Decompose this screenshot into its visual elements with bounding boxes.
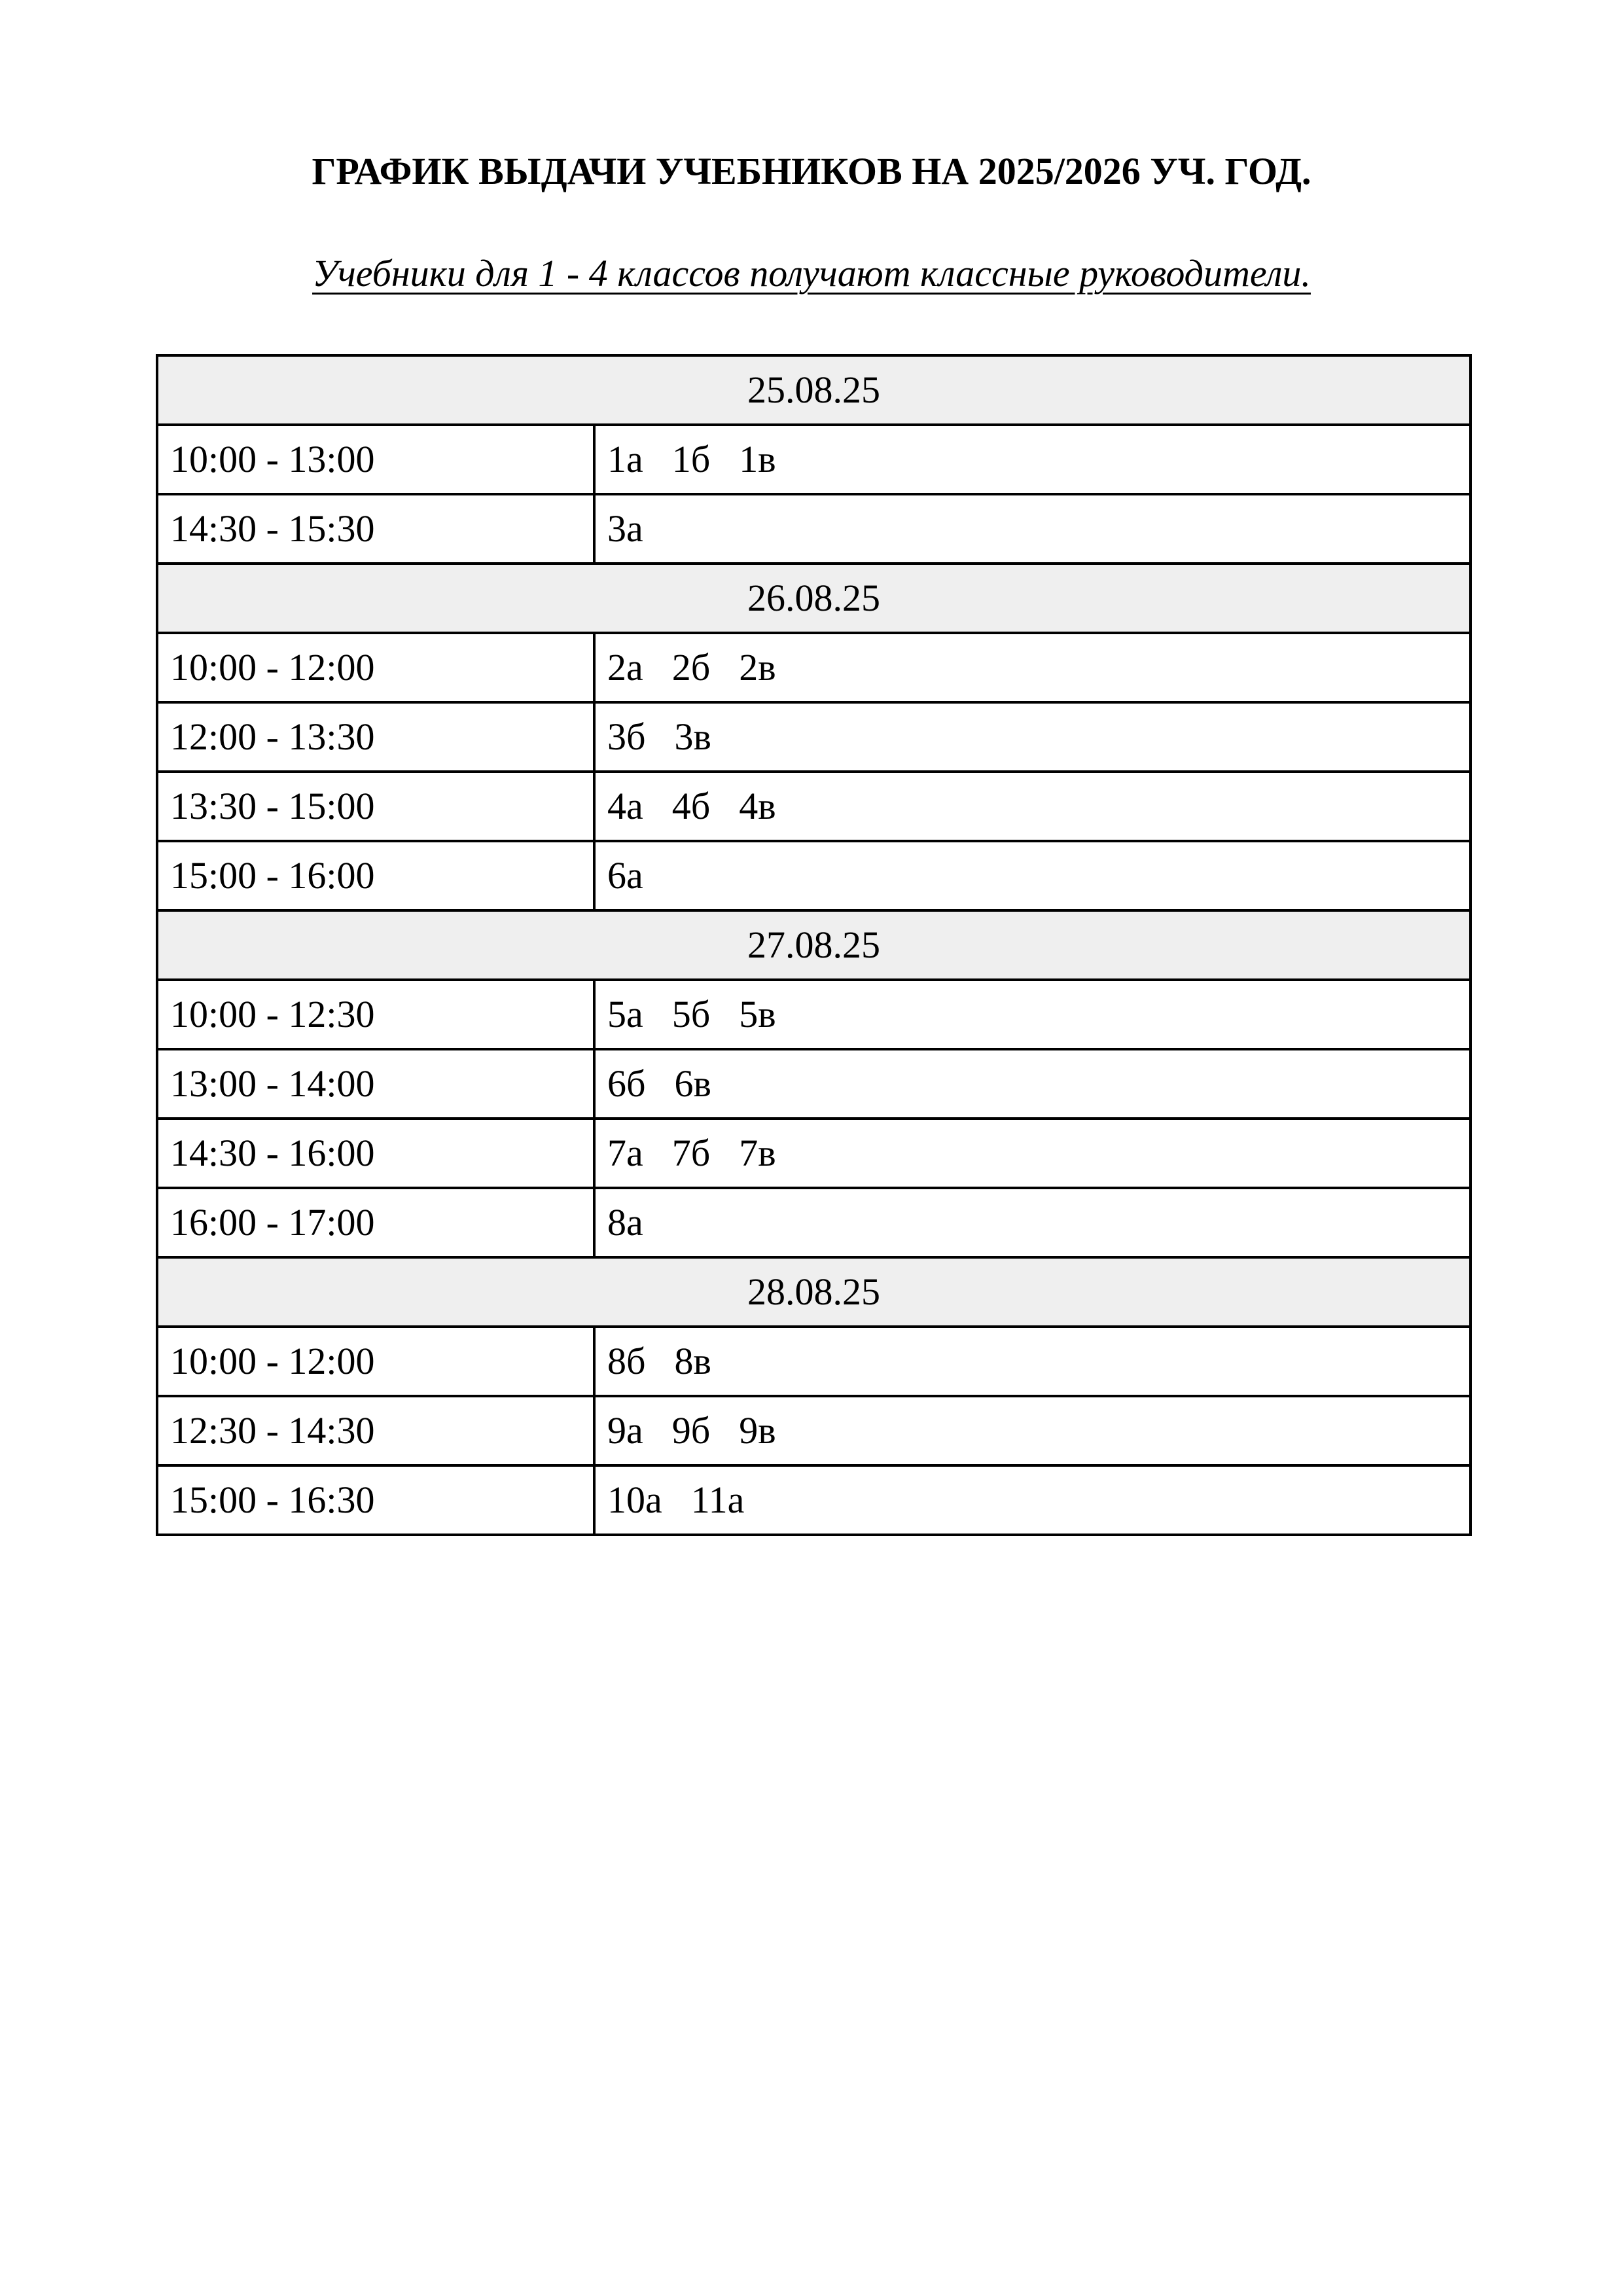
time-slot-row <box>157 494 1471 564</box>
date-cell: 25.08.25 <box>157 355 1471 425</box>
time-slot-row <box>157 633 1471 702</box>
time-cell: 10:00 - 12:30 <box>157 980 594 1049</box>
page-title: ГРАФИК ВЫДАЧИ УЧЕБНИКОВ НА 2025/2026 УЧ. ГОД. <box>312 150 1311 192</box>
time-slot-row <box>157 1327 1471 1396</box>
class-label: 5а <box>607 993 643 1035</box>
class-label: 1б <box>671 438 711 480</box>
time-cell: 12:00 - 13:30 <box>157 702 594 772</box>
class-label: 1в <box>739 438 776 480</box>
class-label: 7а <box>607 1132 643 1174</box>
page-subtitle: Учебники для 1 - 4 классов получают классные руководители. <box>312 252 1311 295</box>
date-row <box>157 355 1471 425</box>
classes-cell <box>594 772 1471 841</box>
classes-cell <box>594 1188 1471 1257</box>
time-cell: 14:30 - 15:30 <box>157 494 594 564</box>
schedule-table-body <box>157 355 1471 1535</box>
class-label: 3б <box>607 715 646 758</box>
classes-cell <box>594 1396 1471 1465</box>
time-slot-row <box>157 772 1471 841</box>
class-label: 2б <box>671 646 711 689</box>
class-label: 9в <box>739 1409 776 1452</box>
class-label: 4а <box>607 785 643 827</box>
time-slot-row <box>157 1049 1471 1119</box>
class-label: 9а <box>607 1409 643 1452</box>
classes-cell <box>594 1049 1471 1119</box>
classes-cell <box>594 841 1471 910</box>
classes-cell <box>594 980 1471 1049</box>
classes-cell <box>594 425 1471 494</box>
class-label: 4б <box>671 785 711 827</box>
class-label: 10а <box>607 1479 662 1521</box>
time-cell: 12:30 - 14:30 <box>157 1396 594 1465</box>
classes-cell <box>594 494 1471 564</box>
class-label: 2а <box>607 646 643 689</box>
time-cell: 15:00 - 16:00 <box>157 841 594 910</box>
class-label: 7в <box>739 1132 776 1174</box>
date-row <box>157 564 1471 633</box>
class-label: 4в <box>739 785 776 827</box>
time-slot-row <box>157 1465 1471 1535</box>
class-label: 6б <box>607 1062 646 1105</box>
classes-cell <box>594 1119 1471 1188</box>
classes-cell <box>594 1327 1471 1396</box>
time-cell: 13:00 - 14:00 <box>157 1049 594 1119</box>
time-slot-row <box>157 702 1471 772</box>
class-label: 9б <box>671 1409 711 1452</box>
time-cell: 10:00 - 12:00 <box>157 1327 594 1396</box>
class-label: 8б <box>607 1340 646 1382</box>
date-row <box>157 1257 1471 1327</box>
time-slot-row <box>157 1188 1471 1257</box>
class-label: 8а <box>607 1201 643 1244</box>
class-label: 8в <box>674 1340 711 1382</box>
time-cell: 13:30 - 15:00 <box>157 772 594 841</box>
time-slot-row <box>157 1396 1471 1465</box>
date-cell: 27.08.25 <box>157 910 1471 980</box>
class-label: 2в <box>739 646 776 689</box>
class-label: 6в <box>674 1062 711 1105</box>
time-cell: 16:00 - 17:00 <box>157 1188 594 1257</box>
classes-cell <box>594 1465 1471 1535</box>
time-cell: 10:00 - 12:00 <box>157 633 594 702</box>
class-label: 5в <box>739 993 776 1035</box>
classes-cell <box>594 633 1471 702</box>
time-slot-row <box>157 425 1471 494</box>
class-label: 6а <box>607 854 643 897</box>
class-label: 3в <box>674 715 711 758</box>
time-cell: 10:00 - 13:00 <box>157 425 594 494</box>
time-cell: 14:30 - 16:00 <box>157 1119 594 1188</box>
class-label: 1а <box>607 438 643 480</box>
class-label: 11а <box>690 1479 745 1521</box>
time-cell: 15:00 - 16:30 <box>157 1465 594 1535</box>
class-label: 3а <box>607 507 643 550</box>
time-slot-row <box>157 980 1471 1049</box>
date-row <box>157 910 1471 980</box>
class-label: 7б <box>671 1132 711 1174</box>
time-slot-row <box>157 1119 1471 1188</box>
date-cell: 28.08.25 <box>157 1257 1471 1327</box>
classes-cell <box>594 702 1471 772</box>
date-cell: 26.08.25 <box>157 564 1471 633</box>
time-slot-row <box>157 841 1471 910</box>
schedule-table <box>156 354 1472 1536</box>
class-label: 5б <box>671 993 711 1035</box>
